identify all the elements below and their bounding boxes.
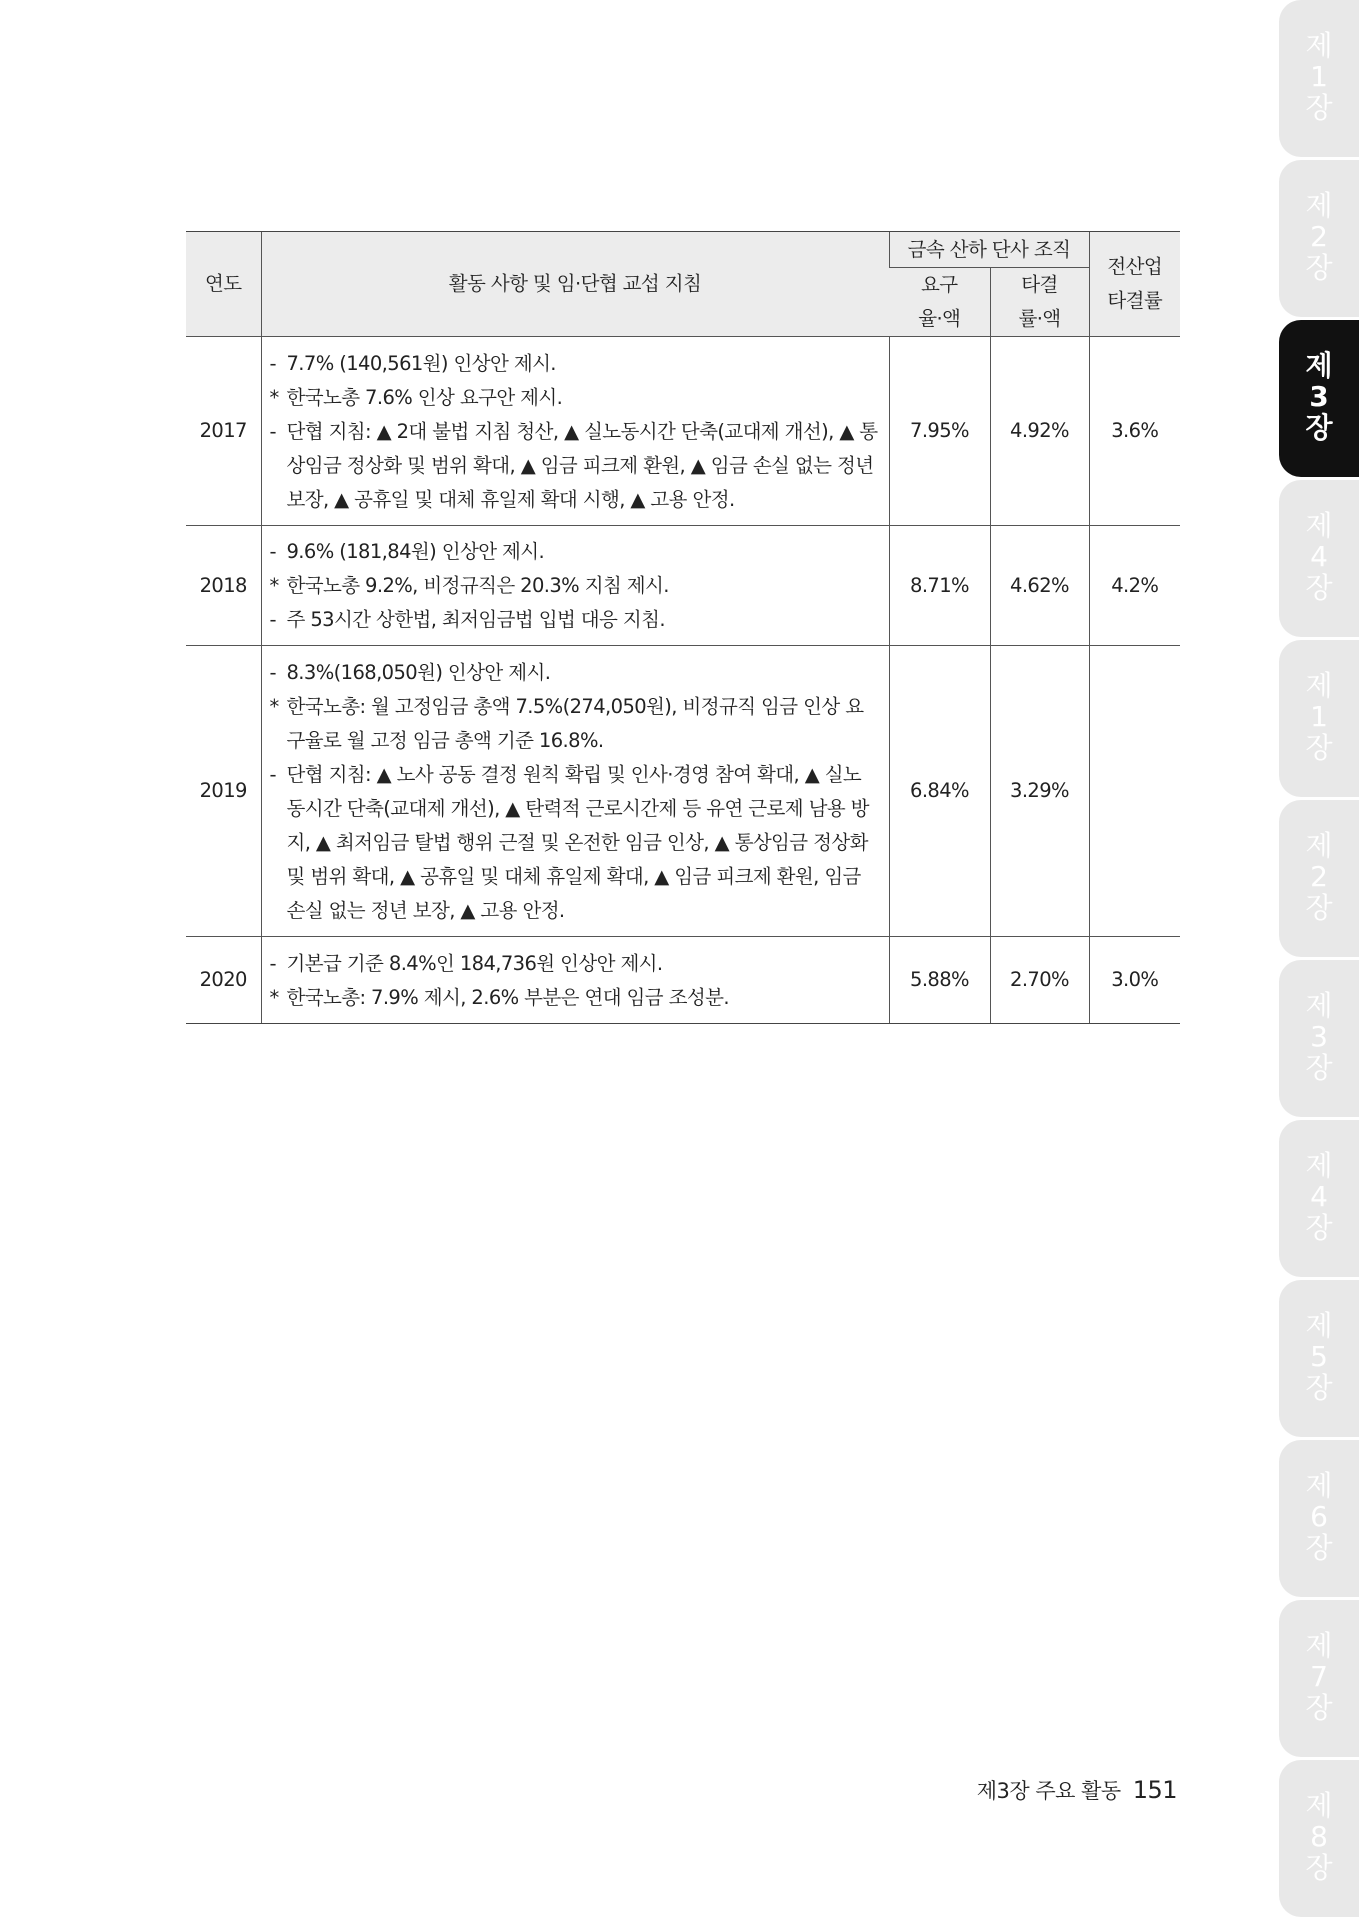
item-marker: - (269, 608, 276, 631)
tab-char: 제 (1305, 1469, 1333, 1502)
tab-char: 제 (1305, 189, 1333, 222)
tab-char: 장 (1305, 1051, 1333, 1084)
item-text: 9.6% (181,84원) 인상안 제시. (286, 540, 545, 563)
list-item (270, 947, 879, 981)
item-marker: * (269, 985, 279, 1009)
item-text: 한국노총 9.2%, 비정규직은 20.3% 지침 제시. (286, 574, 669, 597)
tab-char: 장 (1305, 1211, 1333, 1244)
header-settled-rate (990, 268, 1089, 337)
chapter-tab[interactable] (1279, 640, 1359, 797)
tab-char: 장 (1305, 891, 1333, 924)
tab-char: 장 (1305, 411, 1333, 444)
header-industry-line1: 전산업 (1107, 255, 1163, 278)
tab-char: 장 (1305, 1851, 1333, 1884)
row-industry-rate: 3.0% (1089, 937, 1180, 1024)
chapter-tab[interactable] (1279, 960, 1359, 1117)
tab-char: 6 (1310, 1500, 1328, 1533)
chapter-tab[interactable] (1279, 1280, 1359, 1437)
item-marker: - (269, 951, 276, 975)
item-marker: - (269, 762, 276, 786)
tab-char: 1 (1310, 60, 1328, 93)
list-item (270, 347, 879, 381)
table-header (186, 232, 1180, 337)
tab-char: 장 (1305, 731, 1333, 764)
footer-chapter-title: 제3장 주요 활동 (976, 1779, 1121, 1803)
row-activity (261, 646, 889, 937)
row-year: 2020 (186, 937, 261, 1024)
row-activity (261, 526, 889, 646)
tab-char: 제 (1305, 1149, 1333, 1182)
row-demand-rate: 7.95% (889, 337, 990, 526)
tab-char: 제 (1305, 829, 1333, 862)
item-marker: - (269, 351, 276, 375)
list-item (270, 981, 879, 1015)
chapter-tabs (1279, 0, 1359, 1920)
tab-char: 3 (1309, 380, 1329, 413)
item-text: 7.7% (140,561원) 인상안 제시. (286, 351, 556, 375)
list-item (270, 656, 879, 690)
row-industry-rate: 4.2% (1089, 526, 1180, 646)
tab-char: 장 (1305, 251, 1333, 284)
header-year: 연도 (186, 232, 261, 337)
chapter-tab[interactable] (1279, 0, 1359, 157)
list-item (270, 690, 879, 758)
list-item (270, 758, 879, 928)
item-text: 8.3%(168,050원) 인상안 제시. (286, 660, 551, 684)
item-marker: * (269, 385, 279, 409)
item-text: 한국노총 7.6% 인상 요구안 제시. (286, 385, 563, 409)
row-demand-rate: 5.88% (889, 937, 990, 1024)
row-settled-rate: 2.70% (990, 937, 1089, 1024)
tab-char: 4 (1310, 1180, 1328, 1213)
tab-char: 8 (1310, 1820, 1328, 1853)
item-marker: * (269, 694, 279, 718)
item-text: 한국노총: 7.9% 제시, 2.6% 부분은 연대 임금 조성분. (286, 985, 729, 1009)
tab-char: 제 (1305, 989, 1333, 1022)
item-text: 한국노총: 월 고정임금 총액 7.5%(274,050원), 비정규직 임금 인상 요구율로 월 고정 임금 총액 기준 16.8%. (286, 694, 864, 752)
row-year: 2017 (186, 337, 261, 526)
tab-char: 제 (1305, 1789, 1333, 1822)
tab-char: 장 (1305, 1371, 1333, 1404)
row-demand-rate: 8.71% (889, 526, 990, 646)
tab-char: 장 (1305, 1691, 1333, 1724)
row-year: 2019 (186, 646, 261, 937)
table-row (186, 646, 1180, 937)
chapter-tab[interactable] (1279, 800, 1359, 957)
header-activity: 활동 사항 및 임·단협 교섭 지침 (261, 232, 889, 337)
tab-char: 4 (1310, 540, 1328, 573)
table-row (186, 337, 1180, 526)
header-industry-rate (1089, 232, 1180, 337)
header-settled-line1: 타결 (1021, 273, 1058, 296)
activity-table (186, 231, 1180, 1024)
item-marker: - (269, 660, 276, 684)
chapter-tab[interactable] (1279, 1760, 1359, 1917)
header-demand-rate (889, 268, 990, 337)
list-item (270, 535, 879, 569)
item-text: 기본급 기준 8.4%인 184,736원 인상안 제시. (286, 951, 663, 975)
chapter-tab[interactable] (1279, 480, 1359, 637)
item-text: 단협 지침: ▲ 2대 불법 지침 청산, ▲ 실노동시간 단축(교대제 개선), ▲ 통상임금 정상화 및 범위 확대, ▲ 임금 피크제 환원, ▲ 임금 손실 없는 정년 보장, ▲ 공휴일 및 대체 휴일제 확대 시행, ▲ 고용 안정. (286, 419, 878, 511)
table-row (186, 526, 1180, 646)
tab-char: 제 (1305, 349, 1333, 382)
tab-char: 제 (1305, 669, 1333, 702)
tab-char: 장 (1305, 571, 1333, 604)
row-industry-rate: 3.6% (1089, 337, 1180, 526)
row-activity (261, 337, 889, 526)
header-demand-line1: 요구 (921, 273, 958, 296)
row-industry-rate (1089, 646, 1180, 937)
item-marker: - (269, 540, 276, 563)
tab-char: 제 (1305, 29, 1333, 62)
item-text: 주 53시간 상한법, 최저임금법 입법 대응 지침. (286, 608, 665, 631)
tab-char: 5 (1310, 1340, 1328, 1373)
row-demand-rate: 6.84% (889, 646, 990, 937)
tab-char: 제 (1305, 509, 1333, 542)
chapter-tab[interactable] (1279, 160, 1359, 317)
tab-char: 제 (1305, 1309, 1333, 1342)
list-item (270, 415, 879, 517)
list-item (270, 603, 879, 637)
tab-char: 2 (1310, 860, 1328, 893)
row-year: 2018 (186, 526, 261, 646)
header-metal-union-group: 금속 산하 단사 조직 (889, 232, 1089, 268)
tab-char: 3 (1310, 1020, 1328, 1053)
row-settled-rate: 4.62% (990, 526, 1089, 646)
item-text: 단협 지침: ▲ 노사 공동 결정 원칙 확립 및 인사·경영 참여 확대, ▲ 실노동시간 단축(교대제 개선), ▲ 탄력적 근로시간제 등 유연 근로제 남용 방지, ▲ 최저임금 탈법 행위 근절 및 온전한 임금 인상, ▲ 통상임금 정상화 및 범위 확대, ▲ 공휴일 및 대체 휴일제 확대, ▲ 임금 피크제 환원, 임금 손실 없는 정년 보장, ▲ 고용 안정. (286, 762, 869, 922)
row-settled-rate: 3.29% (990, 646, 1089, 937)
header-industry-line2: 타결률 (1107, 289, 1163, 312)
table-row (186, 937, 1180, 1024)
row-settled-rate: 4.92% (990, 337, 1089, 526)
tab-char: 2 (1310, 220, 1328, 253)
item-marker: - (269, 419, 276, 443)
row-activity (261, 937, 889, 1024)
header-demand-line2: 율·액 (918, 307, 961, 330)
chapter-tab[interactable] (1279, 1120, 1359, 1277)
page-number: 151 (1132, 1776, 1177, 1804)
item-marker: * (269, 574, 279, 597)
tab-char: 제 (1305, 1629, 1333, 1662)
list-item (270, 569, 879, 603)
tab-char: 장 (1305, 1531, 1333, 1564)
list-item (270, 381, 879, 415)
page-footer (977, 1775, 1177, 1805)
chapter-tab[interactable] (1279, 1440, 1359, 1597)
tab-char: 장 (1305, 91, 1333, 124)
header-settled-line2: 률·액 (1018, 307, 1061, 330)
chapter-tab-active[interactable] (1279, 320, 1359, 477)
tab-char: 7 (1310, 1660, 1328, 1693)
tab-char: 1 (1310, 700, 1328, 733)
chapter-tab[interactable] (1279, 1600, 1359, 1757)
